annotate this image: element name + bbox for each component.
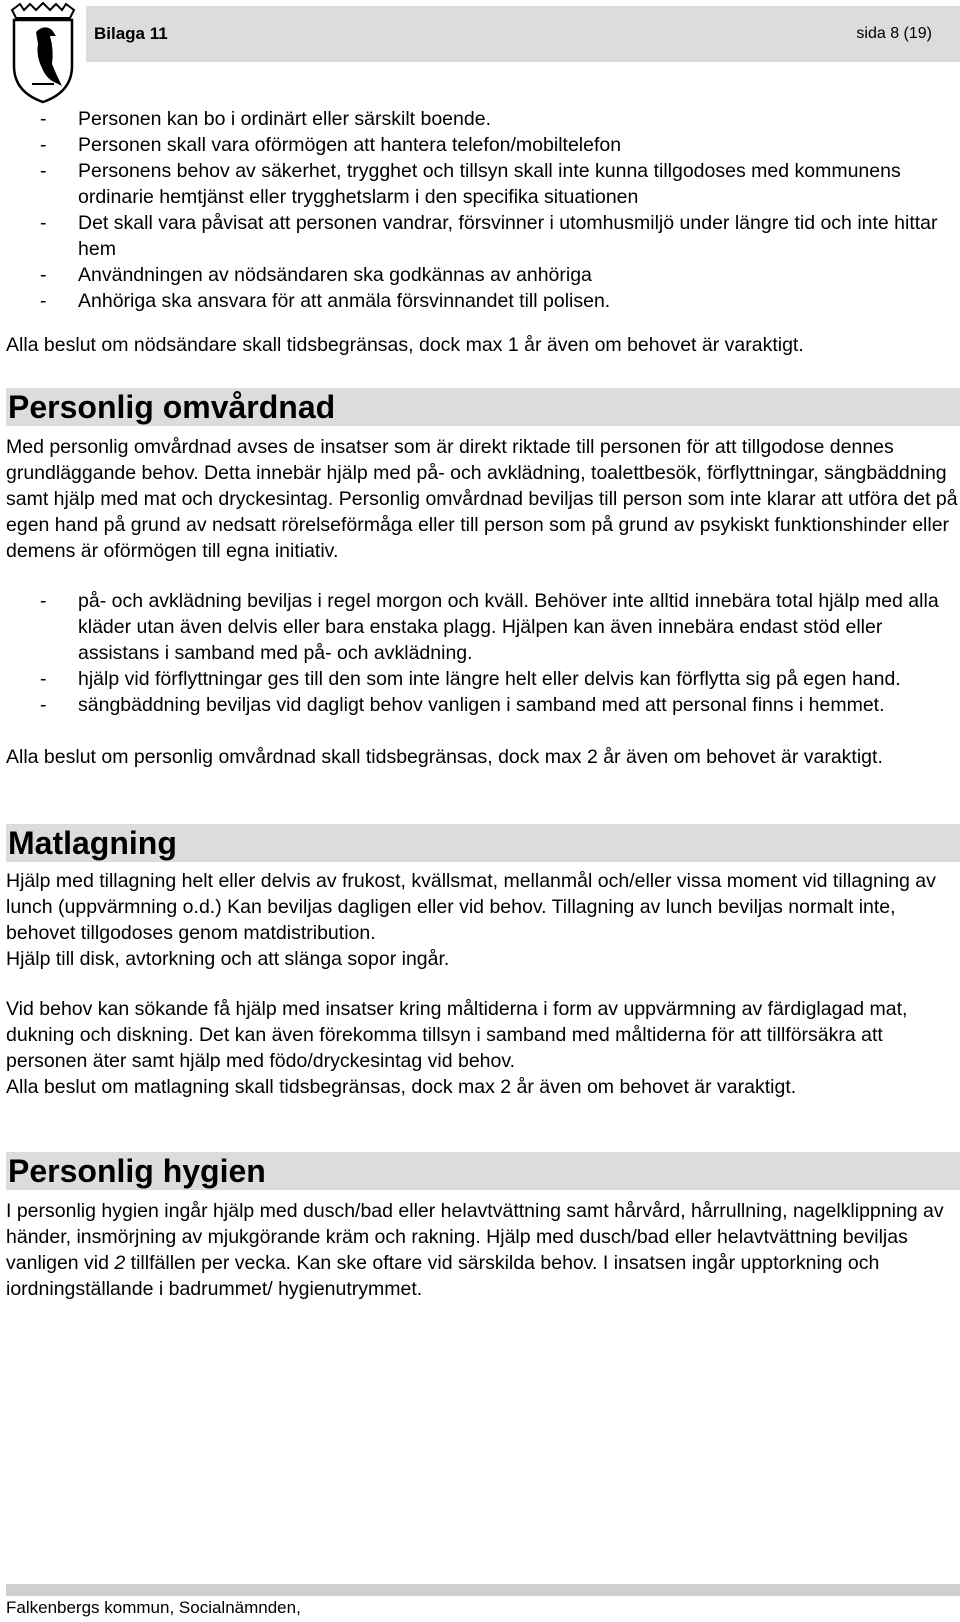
paragraph: I personlig hygien ingår hjälp med dusch/bad eller helavtvättning samt hårvård, hårrullning, nagelklippning av händer, insmörjning av mjukgörande kräm och rakning. Hjälp med dusch/bad eller helavtvättning beviljas vanligen vid 2 tillfällen per vecka. Kan ske oftare vid särskilda behov. I insatsen ingår upptorkning och iordningställande i badrummet/ hygienutrymmet. [6,1200,944,1300]
nodsandare-decision-note: Alla beslut om nödsändare skall tidsbegränsas, dock max 1 år även om behovet är varaktigt. [6,334,804,356]
paragraph: Hjälp med tillagning helt eller delvis av frukost, kvällsmat, mellanmål och/eller vissa moment vid tillagning av lunch (uppvärmning o.d.) Kan beviljas dagligen eller vid behov. Tillagning av lunch beviljas normalt inte, behovet tillgodoses genom matdistribution. [6,870,936,944]
falkenberg-coat-of-arms-logo [6,2,80,106]
page-number: sida 8 (19) [856,25,932,42]
list-item: - Personen kan bo i ordinärt eller särskilt boende. [40,108,491,130]
list-item: - sängbäddning beviljas vid dagligt behov vanligen i samband med att personal finns i hemmet. [40,694,885,716]
paragraph: Alla beslut om personlig omvårdnad skall tidsbegränsas, dock max 2 år även om behovet är varaktigt. [6,746,883,768]
document-body [6,106,960,1302]
header-bar [86,6,960,62]
list-item: - Personens behov av säkerhet, trygghet och tillsyn skall inte kunna tillgodoses med kommunens ordinarie hemtjänst eller trygghetslarm i den specifika situationen [40,160,901,208]
list-item: - på- och avklädning beviljas i regel morgon och kväll. Behöver inte alltid innebära total hjälp med alla kläder utan även delvis eller bara enstaka plagg. Hjälpen kan även innebära endast stöd eller assistans i samband med på- och avklädning. [40,590,939,664]
list-item: - Anhöriga ska ansvara för att anmäla försvinnandet till polisen. [40,290,611,312]
list-item: - Personen skall vara oförmögen att hantera telefon/mobiltelefon [40,134,622,156]
care-list [6,588,960,718]
paragraph: Vid behov kan sökande få hjälp med insatser kring måltiderna i form av uppvärmning av färdiglagad mat, dukning och diskning. Det kan även förekomma tillsyn i samband med måltiderna för att tillförsäkra att personen äter samt hjälp med födo/dryckesintag vid behov. [6,998,908,1072]
footer-text: Falkenbergs kommun, Socialnämnden, [6,1598,301,1617]
appendix-label: Bilaga 11 [94,24,168,43]
section-heading-personlig-omvardnad: Personlig omvårdnad [6,388,960,426]
list-item: - hjälp vid förflyttningar ges till den som inte längre helt eller delvis kan förflytta sig på egen hand. [40,668,901,690]
section-heading-matlagning: Matlagning [6,824,960,862]
paragraph: Hjälp till disk, avtorkning och att slänga sopor ingår. [6,948,450,970]
section-heading-personlig-hygien: Personlig hygien [6,1152,960,1190]
list-item: - Användningen av nödsändaren ska godkännas av anhöriga [40,264,592,286]
footer-bar [6,1584,960,1596]
paragraph: Alla beslut om matlagning skall tidsbegränsas, dock max 2 år även om behovet är varaktigt. [6,1076,797,1098]
list-item: - Det skall vara påvisat att personen vandrar, försvinner i utomhusmiljö under längre tid och inte hittar hem [40,212,938,260]
paragraph: Med personlig omvårdnad avses de insatser som är direkt riktade till personen för att tillgodose dennes grundläggande behov. Detta innebär hjälp med på- och avklädning, toalettbesök, förflyttningar, sängbäddning samt hjälp med mat och dryckesintag. Personlig omvårdnad beviljas till person som inte klarar att utföra det på egen hand på grund av nedsatt rörelseförmåga eller till person som på grund av psykiskt funktionshinder eller demens är oförmögen till egna initiativ. [6,436,958,562]
criteria-list [6,106,960,314]
